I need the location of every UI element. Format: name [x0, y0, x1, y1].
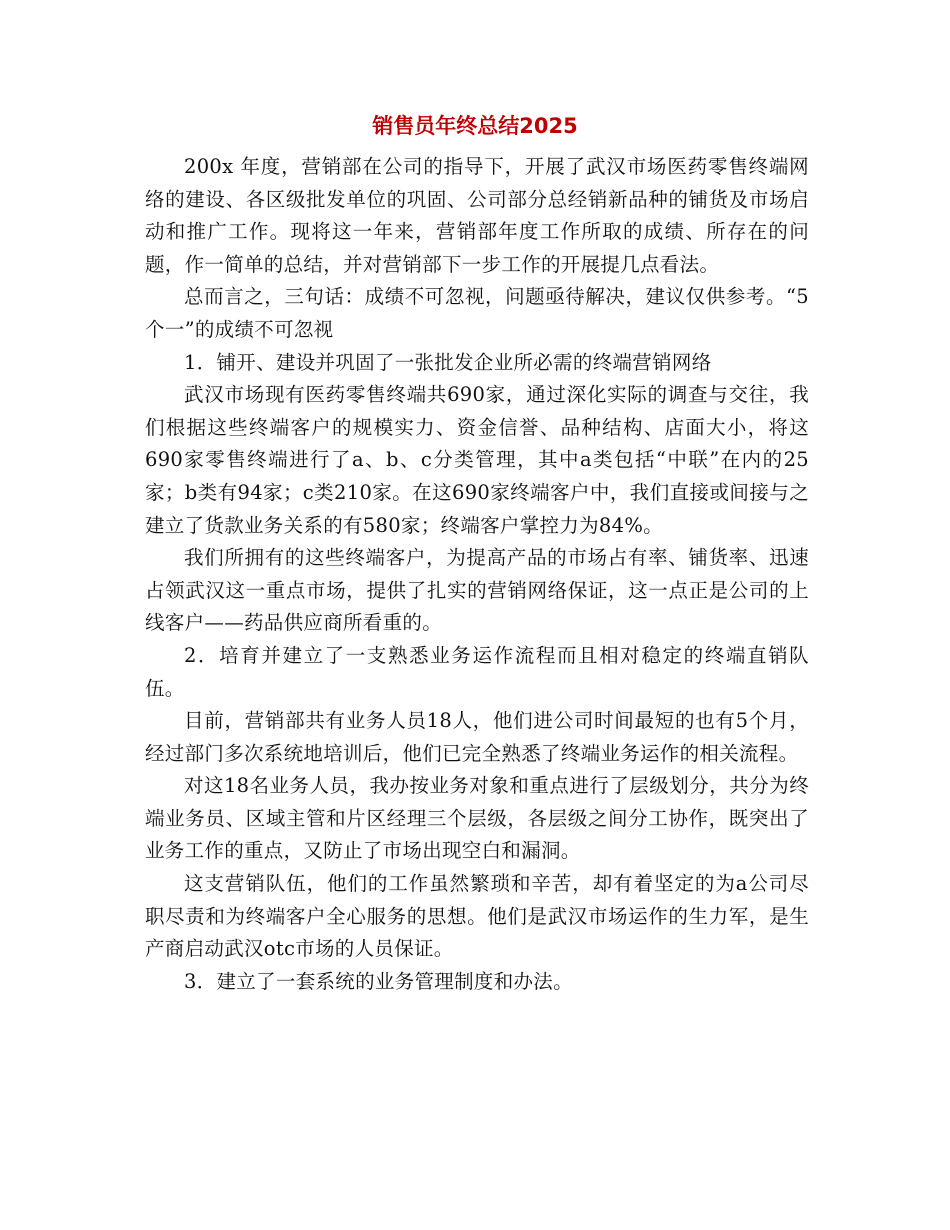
document-body: [145, 151, 809, 998]
heading-item-2: 2．培育并建立了一支熟悉业务运作流程而且相对稳定的终端直销队伍。: [145, 643, 809, 700]
paragraph-network-stats: 武汉市场现有医药零售终端共690家，通过深化实际的调查与交往，我们根据这些终端客户的规模实力、资金信誉、品种结构、店面大小，将这690家零售终端进行了a、b、c分类管理，其中a类包括“中联”在内的25家；b类有94家；c类210家。在这690家终端客户中，我们直接或间接与之建立了货款业务关系的有580家；终端客户掌控力为84%。: [145, 383, 809, 537]
paragraph-team-levels: 对这18名业务人员，我办按业务对象和重点进行了层级划分，共分为终端业务员、区域主管和片区经理三个层级，各层级之间分工协作，既突出了业务工作的重点，又防止了市场出现空白和漏洞。: [145, 774, 809, 863]
document-title: 销售员年终总结2025: [372, 114, 578, 138]
paragraph-team-size: 目前，营销部共有业务人员18人，他们进公司时间最短的也有5个月，经过部门多次系统地培训后，他们已完全熟悉了终端业务运作的相关流程。: [145, 709, 809, 765]
heading-item-3: 3．建立了一套系统的业务管理制度和办法。: [184, 969, 573, 993]
paragraph-summary: 总而言之，三句话：成绩不可忽视，问题亟待解决，建议仅供参考。“5个一”的成绩不可忽视: [145, 285, 809, 341]
heading-item-1: 1．铺开、建设并巩固了一张批发企业所必需的终端营销网络: [184, 350, 712, 374]
paragraph-network-value: 我们所拥有的这些终端客户，为提高产品的市场占有率、铺货率、迅速占领武汉这一重点市场，提供了扎实的营销网络保证，这一点正是公司的上线客户——药品供应商所看重的。: [145, 546, 809, 635]
paragraph-intro: 200x 年度，营销部在公司的指导下，开展了武汉市场医药零售终端网络的建设、各区级批发单位的巩固、公司部分总经销新品种的铺货及市场启动和推广工作。现将这一年来，营销部年度工作所取的成绩、所存在的问题，作一简单的总结，并对营销部下一步工作的开展提几点看法。: [145, 155, 809, 276]
paragraph-team-spirit: 这支营销队伍，他们的工作虽然繁琐和辛苦，却有着坚定的为a公司尽职尽责和为终端客户全心服务的思想。他们是武汉市场运作的生力军，是生产商启动武汉otc市场的人员保证。: [145, 872, 809, 961]
